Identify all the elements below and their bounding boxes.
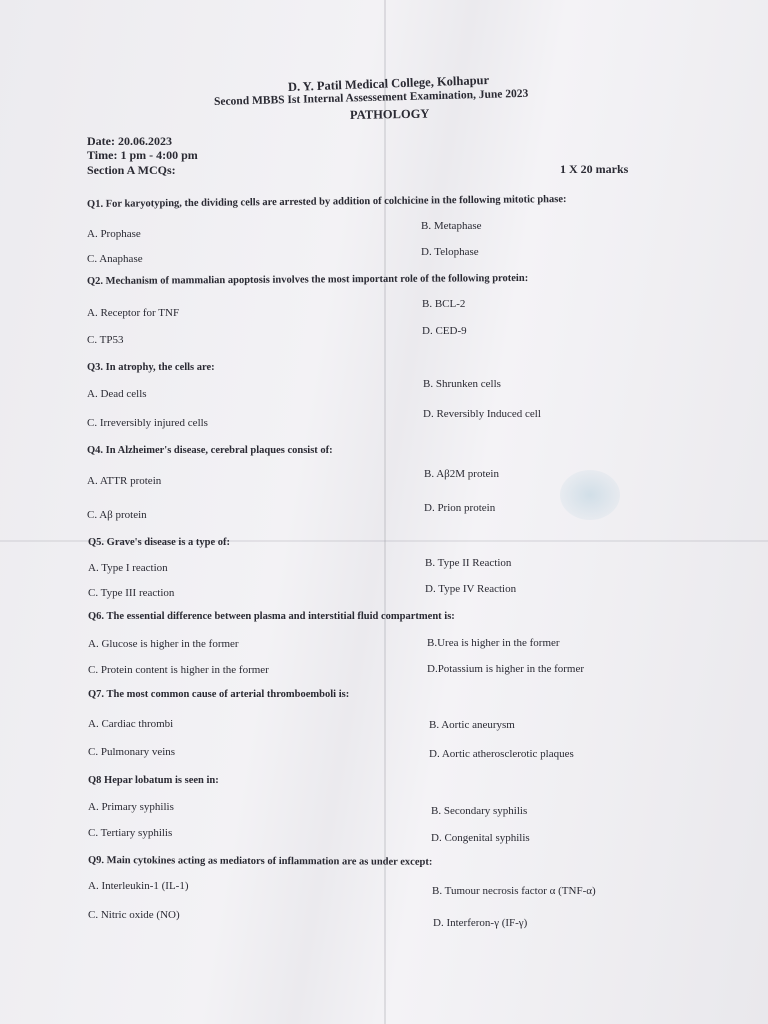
q1-option-c: C. Anaphase [87,253,143,265]
q2-option-d: D. CED-9 [422,325,467,337]
q7-option-a: A. Cardiac thrombi [88,718,174,730]
q8-option-a: A. Primary syphilis [88,801,174,813]
q6-option-c: C. Protein content is higher in the former [88,664,269,676]
q1-option-b: B. Metaphase [421,220,482,232]
paper-fold-vertical [384,0,386,1024]
college-name: D. Y. Patil Medical College, Kolhapur [287,72,490,94]
exam-time: Time: 1 pm - 4:00 pm [87,148,198,162]
q9-option-a: A. Interleukin-1 (IL-1) [88,880,189,892]
q4-option-a: A. ATTR protein [87,475,162,487]
question-7: Q7. The most common cause of arterial thromboemboli is: [88,689,350,700]
q3-option-a: A. Dead cells [87,388,147,400]
q7-option-c: C. Pulmonary veins [88,746,176,758]
section-label: Section A MCQs: [87,163,176,177]
q3-option-c: C. Irreversibly injured cells [87,417,208,429]
q5-option-c: C. Type III reaction [88,587,175,599]
question-4: Q4. In Alzheimer's disease, cerebral plaques consist of: [87,445,333,456]
paper-stain [560,470,620,520]
question-1: Q1. For karyotyping, the dividing cells are arrested by addition of colchicine in the following mitotic phase: [86,193,567,210]
question-6: Q6. The essential difference between plasma and interstitial fluid compartment is: [88,611,455,622]
question-8: Q8 Hepar lobatum is seen in: [88,775,219,786]
q8-option-d: D. Congenital syphilis [431,832,530,844]
q6-option-b: B.Urea is higher in the former [427,637,560,649]
q6-option-a: A. Glucose is higher in the former [88,638,239,650]
q3-option-b: B. Shrunken cells [423,378,501,390]
subject-title: PATHOLOGY [349,106,430,122]
q7-option-b: B. Aortic aneurysm [429,719,515,731]
question-2: Q2. Mechanism of mammalian apoptosis involves the most important role of the following protein: [86,272,529,287]
q8-option-b: B. Secondary syphilis [431,805,528,817]
q7-option-d: D. Aortic atherosclerotic plaques [429,748,574,760]
q4-option-d: D. Prion protein [424,502,496,514]
q5-option-d: D. Type IV Reaction [425,583,517,595]
q2-option-a: A. Receptor for TNF [87,307,180,319]
q9-option-d: D. Interferon-γ (IF-γ) [433,917,528,929]
q5-option-a: A. Type I reaction [88,562,168,574]
q2-option-c: C. TP53 [87,334,124,346]
exam-title: Second MBBS Ist Internal Assessement Examination, June 2023 [213,87,529,108]
q3-option-d: D. Reversibly Induced cell [423,408,541,420]
question-5: Q5. Grave's disease is a type of: [88,537,231,548]
question-3: Q3. In atrophy, the cells are: [87,362,215,373]
q9-option-b: B. Tumour necrosis factor α (TNF-α) [432,885,596,897]
q4-option-c: C. Aβ protein [87,509,147,521]
q1-option-d: D. Telophase [421,246,479,258]
q2-option-b: B. BCL-2 [422,298,466,310]
exam-date: Date: 20.06.2023 [87,134,172,148]
q8-option-c: C. Tertiary syphilis [88,827,173,839]
q6-option-d: D.Potassium is higher in the former [427,663,585,675]
q9-option-c: C. Nitric oxide (NO) [88,909,180,921]
q1-option-a: A. Prophase [87,228,141,240]
question-9: Q9. Main cytokines acting as mediators of inflammation are as under except: [87,855,433,868]
marks-label: 1 X 20 marks [560,162,629,176]
q4-option-b: B. Aβ2M protein [424,468,499,480]
q5-option-b: B. Type II Reaction [425,557,512,569]
